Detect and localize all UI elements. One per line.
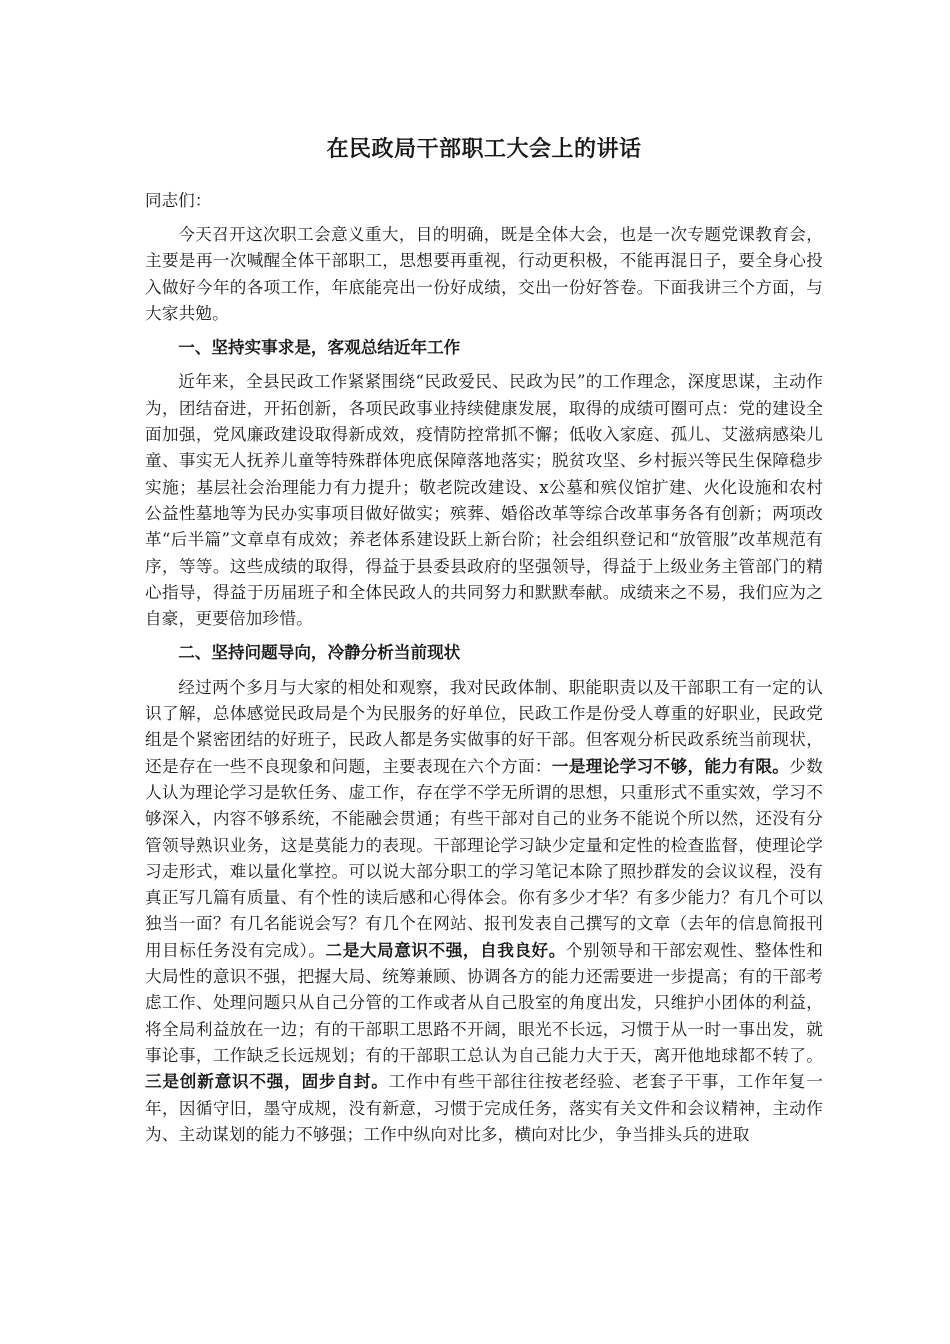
point-1-text: 少数人认为理论学习是软任务、虚工作，存在学不学无所谓的思想，只重形式不重实效，学习不够深入，内容不够系统，不能融会贯通；有些干部对自己的业务不能说个所以然，还没有分管领导熟识业务，这是莫能力的表现。干部理论学习缺少定量和定性的检查监督，使理论学习走形式，难以量化掌控。可以说大部分职工的学习笔记本除了照抄群发的会议议程，没有真正写几篇有质量、有个性的读后感和心得体会。你有多少才华？有多少能力？有几个可以独当一面？有几名能说会写？有几个在网站、报刊发表自己撰写的文章（去年的信息简报刊用目标任务没有完成）。 xyxy=(145,756,823,960)
point-2-title: 二是大局意识不强，自我良好。 xyxy=(325,940,566,960)
point-2-text: 个别领导和干部宏观性、整体性和大局性的意识不强，把握大局、统筹兼顾、协调各方的能力还需要进一步提高；有的干部考虑工作、处理问题只从自己分管的工作或者从自己股室的角度出发，只维护小团体的利益，将全局利益放在一边；有的干部职工思路不开阔，眼光不长远，习惯于从一时一事出发，就事论事，工作缺乏长远规划；有的干部职工总认为自己能力大于天，离开他地球都不转了。 xyxy=(145,940,823,1065)
document-title: 在民政局干部职工大会上的讲话 xyxy=(326,137,642,162)
intro-paragraph: 今天召开这次职工会意义重大，目的明确，既是全体大会，也是一次专题党课教育会，主要是再一次喊醒全体干部职工，思想要再重视，行动更积极，不能再混日子，要全身心投入做好今年的各项工作，年底能亮出一份好成绩，交出一份好答卷。下面我讲三个方面，与大家共勉。 xyxy=(145,225,823,323)
section-2-paragraph xyxy=(145,675,823,1148)
section-2-heading: 二、坚持问题导向，冷静分析当前现状 xyxy=(178,643,461,663)
section-1-heading: 一、坚持实事求是，客观总结近年工作 xyxy=(178,338,461,358)
section-1-paragraph: 近年来，全县民政工作紧紧围绕“民政爱民、民政为民”的工作理念，深度思谋，主动作为，团结奋进，开拓创新，各项民政事业持续健康发展，取得的成绩可圈可点：党的建设全面加强，党风廉政建设取得新成效，疫情防控常抓不懈；低收入家庭、孤儿、艾滋病感染儿童、事实无人抚养儿童等特殊群体兜底保障落地落实；脱贫攻坚、乡村振兴等民生保障稳步实施；基层社会治理能力有力提升；敬老院改建设、x公墓和殡仪馆扩建、火化设施和农村公益性墓地等为民办实事项目做好做实；殡葬、婚俗改革等综合改革事务各有创新；两项改革“后半篇”文章卓有成效；养老体系建设跃上新台阶；社会组织登记和“放管服”改革规范有序，等等。这些成绩的取得，得益于县委县政府的坚强领导，得益于上级业务主管部门的精心指导，得益于历届班子和全体民政人的共同努力和默默奉献。成绩来之不易，我们应为之自豪，更要倍加珍惜。 xyxy=(145,372,823,629)
section-2-intro-text: 经过两个多月与大家的相处和观察，我对民政体制、职能职责以及干部职工有一定的认识了解，总体感觉民政局是个为民服务的好单位，民政工作是份受人尊重的好职业，民政党组是个紧密团结的好班子，民政人都是务实做事的好干部。但客观分析民政系统当前现状，还是存在一些不良现象和问题，主要表现在六个方面： xyxy=(145,677,823,776)
point-3-title: 三是创新意识不强，固步自封。 xyxy=(145,1072,389,1092)
point-1-title: 一是理论学习不够，能力有限。 xyxy=(551,756,790,776)
salutation: 同志们： xyxy=(145,191,212,210)
point-3-text: 工作中有些干部往往按老经验、老套子干事，工作年复一年，因循守旧，墨守成规，没有新意，习惯于完成任务，落实有关文件和会议精神，主动作为、主动谋划的能力不够强；工作中纵向对比多，横向对比少，争当排头兵的进取 xyxy=(145,1072,823,1144)
